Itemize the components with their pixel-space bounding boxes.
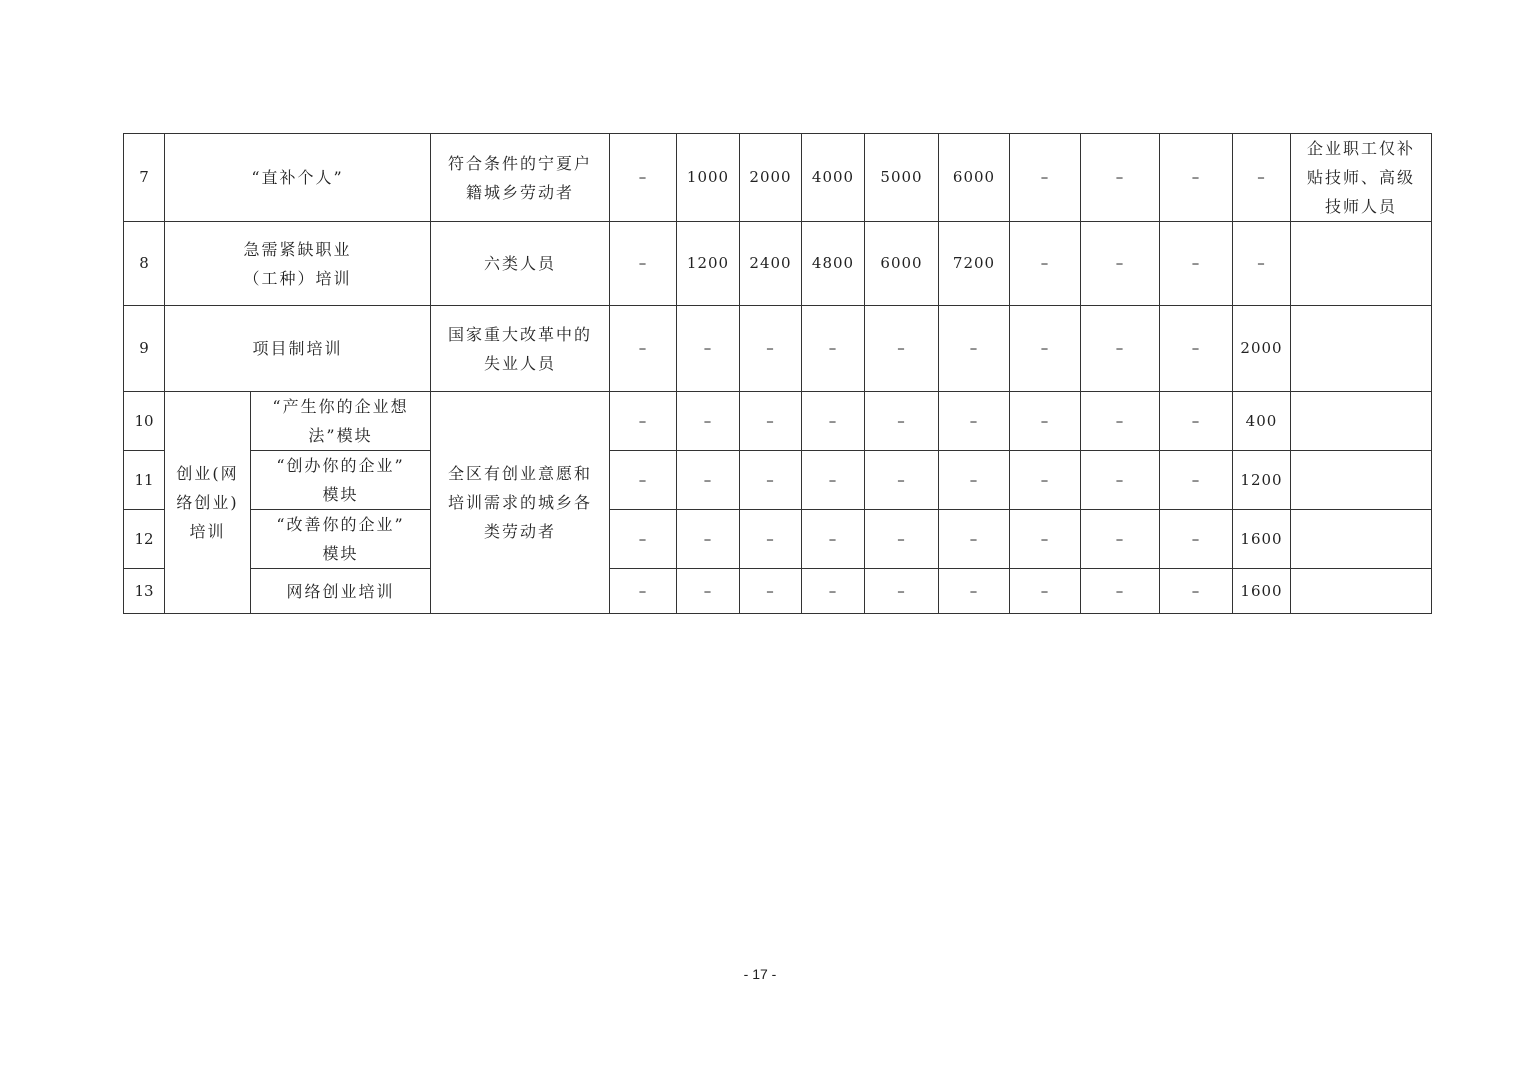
page-number: - 17 - <box>743 966 777 982</box>
subsidy-value-cell-text: – <box>1115 339 1125 357</box>
subsidy-value-cell-text: – <box>828 581 838 600</box>
target-group-cell <box>431 134 610 222</box>
subsidy-value-cell-text: – <box>638 168 648 186</box>
row-number-cell <box>124 306 165 392</box>
target-group-cell-text: 六类人员 <box>483 254 556 273</box>
subsidy-value-cell <box>740 569 802 614</box>
subsidy-value-cell <box>1081 451 1160 510</box>
subsidy-value-cell <box>1010 306 1081 392</box>
subsidy-value-cell <box>1233 306 1291 392</box>
row-number-cell-text: 12 <box>134 529 154 548</box>
subsidy-value-cell <box>865 392 939 451</box>
subsidy-value-cell <box>939 134 1010 222</box>
subsidy-value-cell <box>1081 134 1160 222</box>
subsidy-value-cell <box>865 510 939 569</box>
subsidy-value-cell <box>1160 222 1233 306</box>
subsidy-value-cell-text: – <box>703 529 713 548</box>
training-module-cell <box>251 392 431 451</box>
subsidy-value-cell-text: – <box>1115 168 1125 186</box>
subsidy-value-cell-text: – <box>897 581 906 600</box>
subsidy-value-cell <box>610 569 677 614</box>
subsidy-value-cell-text: – <box>1257 254 1266 272</box>
training-module-cell <box>251 451 431 510</box>
subsidy-value-cell <box>610 392 677 451</box>
subsidy-value-cell <box>610 510 677 569</box>
subsidy-value-cell <box>1160 451 1233 510</box>
subsidy-value-cell <box>865 134 939 222</box>
subsidy-value-cell-text: – <box>828 411 838 430</box>
note-cell <box>1291 569 1432 614</box>
note-cell <box>1291 134 1432 222</box>
subsidy-value-cell <box>1160 569 1233 614</box>
subsidy-value-cell-text: – <box>969 529 979 548</box>
subsidy-value-cell <box>610 222 677 306</box>
subsidy-value-cell-text: 4800 <box>811 254 855 272</box>
subsidy-value-cell <box>740 510 802 569</box>
row-number-cell-text: 13 <box>134 581 154 600</box>
subsidy-value-cell <box>610 134 677 222</box>
subsidy-value-cell <box>1233 134 1291 222</box>
row-number-cell-text: 7 <box>139 168 149 186</box>
subsidy-value-cell <box>677 569 740 614</box>
subsidy-value-cell <box>865 306 939 392</box>
subsidy-value-cell <box>939 510 1010 569</box>
subsidy-value-cell <box>802 392 865 451</box>
row-number-cell-text: 9 <box>139 339 149 357</box>
subsidy-value-cell-text: 400 <box>1245 411 1278 430</box>
subsidy-value-cell-text: – <box>897 529 906 548</box>
subsidy-value-cell <box>1233 510 1291 569</box>
subsidy-value-cell-text: 2400 <box>749 254 792 272</box>
subsidy-value-cell <box>865 222 939 306</box>
subsidy-value-cell <box>939 451 1010 510</box>
subsidy-value-cell <box>1010 134 1081 222</box>
subsidy-value-cell <box>939 222 1010 306</box>
subsidy-value-cell <box>1233 392 1291 451</box>
note-cell <box>1291 306 1432 392</box>
subsidy-value-cell <box>939 306 1010 392</box>
subsidy-value-cell-text: – <box>828 470 838 489</box>
training-module-cell-text: “产生你的企业想 法”模块 <box>272 397 409 445</box>
subsidy-value-cell-text: – <box>1040 168 1050 186</box>
subsidy-value-cell-text: – <box>1115 470 1125 489</box>
subsidy-value-cell-text: 5000 <box>880 168 923 186</box>
subsidy-value-cell <box>802 510 865 569</box>
subsidy-value-cell <box>610 451 677 510</box>
subsidy-value-cell-text: 1600 <box>1240 529 1283 548</box>
subsidy-value-cell-text: 2000 <box>749 168 792 186</box>
subsidy-value-cell <box>1010 392 1081 451</box>
row-number-cell-text: 11 <box>134 470 154 489</box>
subsidy-value-cell <box>1010 451 1081 510</box>
training-module-cell <box>251 569 431 614</box>
training-item-cell-text: “直补个人” <box>251 168 344 187</box>
table-row <box>124 451 1432 510</box>
subsidy-value-cell-text: – <box>1115 254 1125 272</box>
table-row <box>124 510 1432 569</box>
subsidy-value-cell-text: – <box>638 470 648 489</box>
subsidy-value-cell <box>1010 510 1081 569</box>
subsidy-value-cell-text: – <box>766 411 775 430</box>
subsidy-value-cell-text: – <box>828 529 838 548</box>
subsidy-value-cell <box>740 222 802 306</box>
subsidy-value-cell-text: 1600 <box>1240 581 1283 600</box>
subsidy-value-cell-text: – <box>1115 581 1125 600</box>
subsidy-value-cell <box>1081 306 1160 392</box>
subsidy-value-cell <box>677 510 740 569</box>
subsidy-value-cell <box>802 451 865 510</box>
subsidy-value-cell <box>740 306 802 392</box>
subsidy-value-cell-text: 7200 <box>952 254 996 272</box>
note-cell <box>1291 222 1432 306</box>
training-module-cell <box>251 510 431 569</box>
subsidy-value-cell <box>1081 569 1160 614</box>
subsidy-value-cell <box>1010 569 1081 614</box>
subsidy-value-cell <box>939 392 1010 451</box>
subsidy-value-cell-text: – <box>1191 254 1201 272</box>
subsidy-value-cell <box>1160 510 1233 569</box>
target-group-cell-text: 国家重大改革中的 失业人员 <box>447 324 592 373</box>
subsidy-value-cell-text: 6000 <box>952 168 996 186</box>
subsidy-value-cell-text: – <box>1257 168 1266 186</box>
training-module-cell-text: “创办你的企业” 模块 <box>276 456 405 504</box>
subsidy-value-cell-text: – <box>638 254 648 272</box>
subsidy-value-cell-text: – <box>1115 411 1125 430</box>
subsidy-value-cell <box>677 134 740 222</box>
subsidy-value-cell-text: – <box>969 470 979 489</box>
subsidy-value-cell <box>802 569 865 614</box>
subsidy-value-cell <box>1160 134 1233 222</box>
table-row <box>124 306 1432 392</box>
subsidy-value-cell-text: – <box>897 470 906 489</box>
subsidy-value-cell-text: – <box>1191 529 1201 548</box>
subsidy-value-cell-text: – <box>969 339 979 357</box>
subsidy-value-cell <box>939 569 1010 614</box>
table-row <box>124 134 1432 222</box>
training-item-cell-text: 急需紧缺职业 （工种）培训 <box>243 239 352 288</box>
target-group-cell <box>431 306 610 392</box>
subsidy-value-cell-text: – <box>897 339 906 357</box>
subsidy-value-cell <box>677 306 740 392</box>
subsidy-value-cell <box>677 392 740 451</box>
training-item-cell <box>165 134 431 222</box>
subsidy-value-cell-text: – <box>1115 529 1125 548</box>
training-item-cell-text: 项目制培训 <box>252 339 343 358</box>
subsidy-value-cell <box>1010 222 1081 306</box>
training-module-cell-text: 网络创业培训 <box>286 581 395 601</box>
subsidy-value-cell-text: – <box>1040 529 1050 548</box>
subsidy-value-cell-text: – <box>1040 470 1050 489</box>
table-row <box>124 392 1432 451</box>
subsidy-value-cell-text: – <box>703 470 713 489</box>
subsidy-value-cell <box>1160 306 1233 392</box>
subsidy-value-cell <box>802 306 865 392</box>
row-number-cell <box>124 392 165 451</box>
subsidy-value-cell-text: – <box>1040 411 1050 430</box>
subsidy-value-cell-text: – <box>969 411 979 430</box>
target-group-cell-text: 全区有创业意愿和 培训需求的城乡各 类劳动者 <box>447 464 592 541</box>
note-cell-text: 企业职工仅补 贴技师、高级 技师人员 <box>1306 139 1415 216</box>
row-number-cell <box>124 134 165 222</box>
subsidy-value-cell-text: 1200 <box>686 254 730 272</box>
row-number-cell <box>124 510 165 569</box>
note-cell <box>1291 510 1432 569</box>
entrepreneurship-category-cell-text: 创业(网 络创业) 培训 <box>176 464 239 541</box>
subsidy-value-cell <box>865 451 939 510</box>
subsidy-value-cell-text: – <box>1191 581 1201 600</box>
subsidy-value-cell <box>802 134 865 222</box>
subsidy-value-cell <box>740 134 802 222</box>
subsidy-value-cell-text: – <box>1040 339 1050 357</box>
subsidy-value-cell-text: – <box>703 411 713 430</box>
training-item-cell <box>165 306 431 392</box>
row-number-cell-text: 8 <box>139 254 149 272</box>
subsidy-value-cell-text: – <box>638 581 648 600</box>
subsidy-value-cell-text: – <box>703 339 713 357</box>
subsidy-value-cell-text: – <box>638 339 648 357</box>
subsidy-value-cell-text: – <box>969 581 979 600</box>
subsidy-value-cell <box>865 569 939 614</box>
table-row <box>124 569 1432 614</box>
subsidy-value-cell-text: – <box>897 411 906 430</box>
target-group-cell-text: 符合条件的宁夏户 籍城乡劳动者 <box>447 153 592 202</box>
subsidy-value-cell-text: – <box>1040 581 1050 600</box>
subsidy-value-cell-text: 2000 <box>1240 339 1283 357</box>
subsidy-value-cell <box>740 392 802 451</box>
subsidy-value-cell-text: 1000 <box>686 168 730 186</box>
subsidy-value-cell <box>1081 510 1160 569</box>
subsidy-value-cell-text: – <box>828 339 838 357</box>
subsidy-value-cell-text: – <box>703 581 713 600</box>
subsidy-value-cell-text: 4000 <box>811 168 855 186</box>
subsidy-value-cell-text: – <box>766 339 775 357</box>
table-body <box>124 134 1432 614</box>
row-number-cell <box>124 569 165 614</box>
subsidy-value-cell <box>677 451 740 510</box>
subsidy-value-cell-text: – <box>766 581 775 600</box>
subsidy-value-cell-text: 6000 <box>880 254 923 272</box>
subsidy-value-cell <box>1160 392 1233 451</box>
row-number-cell-text: 10 <box>134 411 154 430</box>
target-group-cell <box>431 222 610 306</box>
subsidy-standards-table <box>123 133 1432 614</box>
subsidy-value-cell-text: – <box>1191 411 1201 430</box>
subsidy-value-cell <box>1233 569 1291 614</box>
subsidy-value-cell-text: – <box>1191 168 1201 186</box>
subsidy-value-cell <box>1081 392 1160 451</box>
table-row <box>124 222 1432 306</box>
subsidy-value-cell-text: – <box>766 529 775 548</box>
subsidy-value-cell <box>610 306 677 392</box>
training-module-cell-text: “改善你的企业” 模块 <box>276 515 405 563</box>
subsidy-value-cell-text: 1200 <box>1240 470 1283 489</box>
subsidy-value-cell-text: – <box>638 411 648 430</box>
note-cell <box>1291 392 1432 451</box>
subsidy-value-cell-text: – <box>1040 254 1050 272</box>
subsidy-value-cell-text: – <box>1191 470 1201 489</box>
row-number-cell <box>124 451 165 510</box>
entrepreneurship-category-cell <box>165 392 251 614</box>
target-group-cell <box>431 392 610 614</box>
note-cell <box>1291 451 1432 510</box>
training-item-cell <box>165 222 431 306</box>
subsidy-value-cell <box>1081 222 1160 306</box>
row-number-cell <box>124 222 165 306</box>
subsidy-value-cell-text: – <box>638 529 648 548</box>
subsidy-value-cell-text: – <box>766 470 775 489</box>
subsidy-value-cell <box>1233 451 1291 510</box>
subsidy-value-cell <box>740 451 802 510</box>
subsidy-value-cell-text: – <box>1191 339 1201 357</box>
subsidy-value-cell <box>802 222 865 306</box>
subsidy-value-cell <box>1233 222 1291 306</box>
subsidy-value-cell <box>677 222 740 306</box>
